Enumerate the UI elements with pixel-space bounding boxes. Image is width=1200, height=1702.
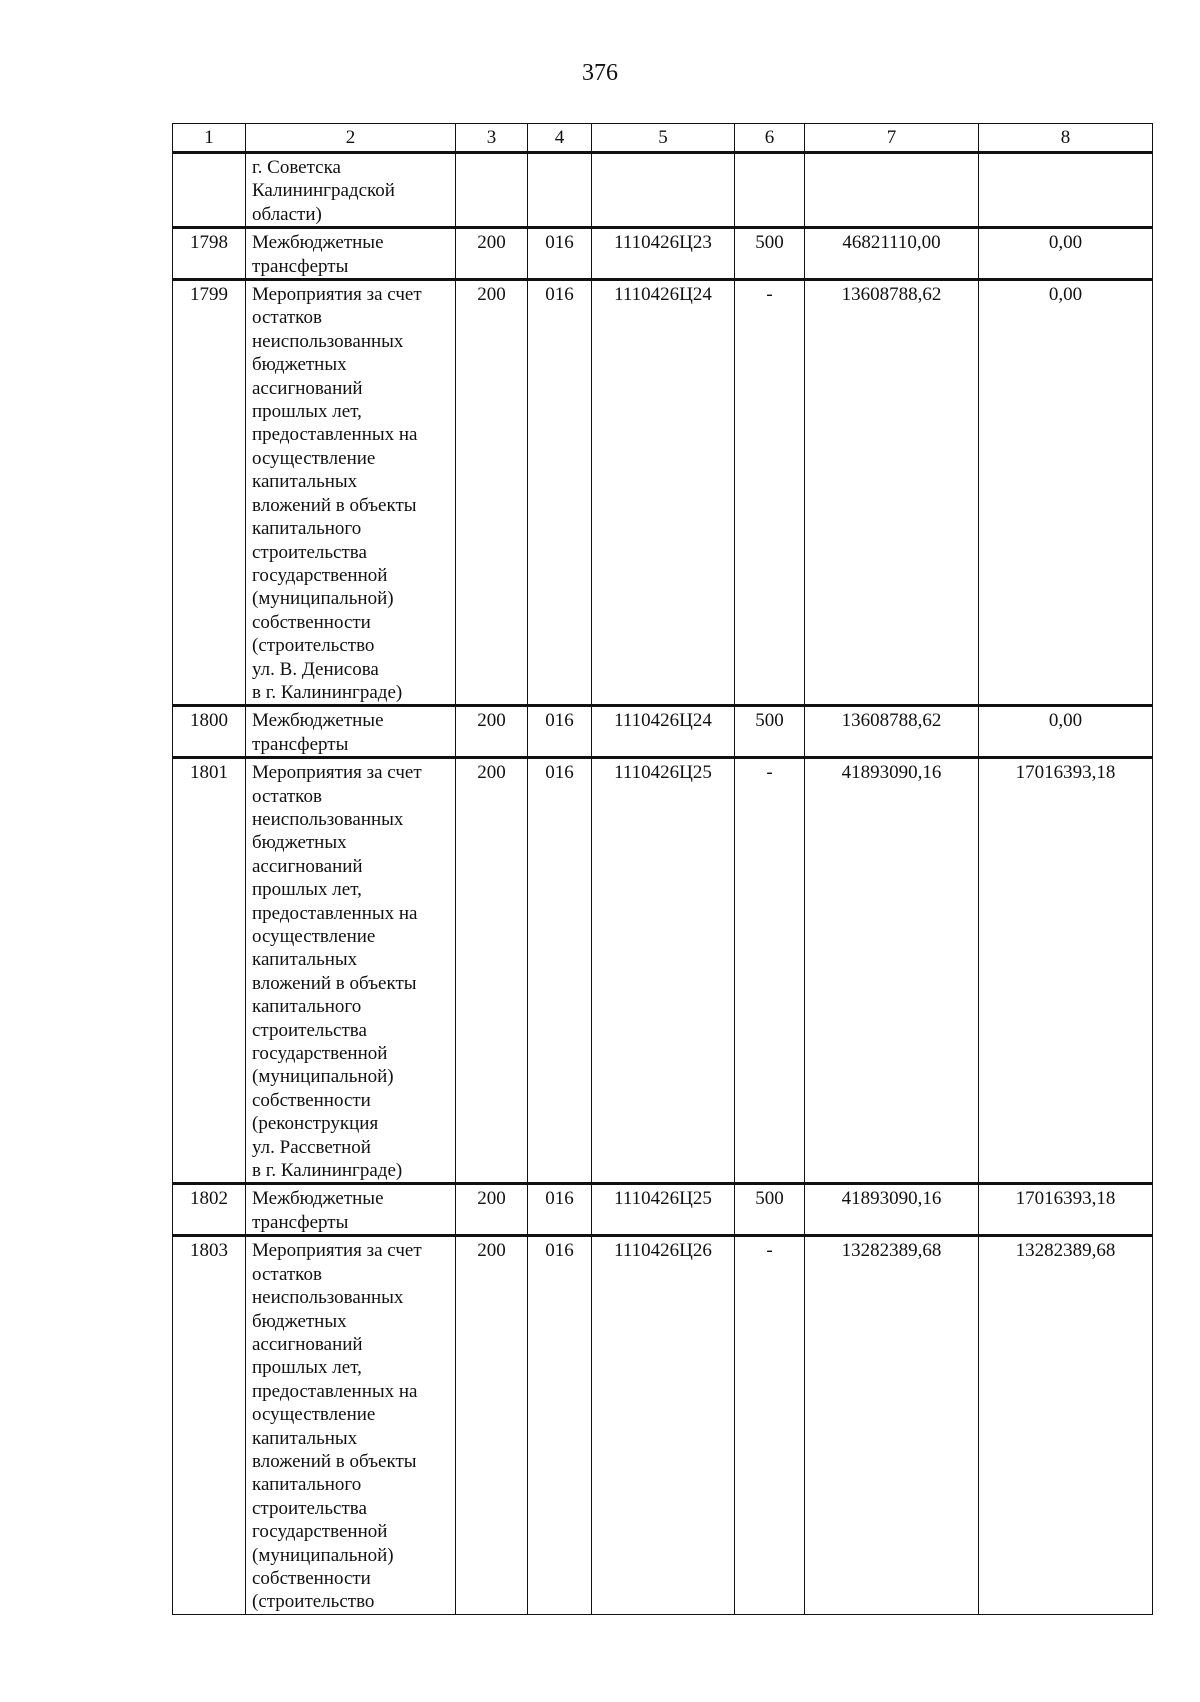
amount-cell [805, 153, 979, 228]
code-cell: 016 [528, 1236, 592, 1615]
amount-cell: 13608788,62 [805, 706, 979, 758]
code-cell [456, 153, 528, 228]
header-cell: 3 [456, 124, 528, 153]
code-cell: - [735, 280, 805, 706]
header-cell: 5 [592, 124, 735, 153]
row-number-cell: 1798 [173, 228, 246, 280]
amount-cell: 13282389,68 [805, 1236, 979, 1615]
code-cell: 500 [735, 706, 805, 758]
code-cell [735, 153, 805, 228]
code-cell: 016 [528, 758, 592, 1184]
header-cell: 2 [246, 124, 456, 153]
code-cell [592, 153, 735, 228]
table-row [173, 280, 1153, 706]
amount-cell: 41893090,16 [805, 758, 979, 1184]
amount-cell: 0,00 [979, 228, 1153, 280]
row-number-cell: 1801 [173, 758, 246, 1184]
amount-cell: 17016393,18 [979, 1184, 1153, 1236]
code-cell: 200 [456, 228, 528, 280]
table-row [173, 706, 1153, 758]
code-cell: 200 [456, 1236, 528, 1615]
code-cell: 1110426Ц26 [592, 1236, 735, 1615]
header-cell: 7 [805, 124, 979, 153]
code-cell: 1110426Ц23 [592, 228, 735, 280]
amount-cell: 41893090,16 [805, 1184, 979, 1236]
description-cell: Мероприятия за счет остатков неиспользованных бюджетных ассигнований прошлых лет, предоставленных на осуществление капитальных вложений в объекты капитального строительства государственной (муниципальной) собственности (реконструкция ул. Рассветной в г. Калининграде) [246, 758, 456, 1184]
budget-table [172, 123, 1153, 1615]
code-cell: 200 [456, 280, 528, 706]
row-number-cell: 1799 [173, 280, 246, 706]
code-cell: 1110426Ц25 [592, 758, 735, 1184]
code-cell: - [735, 1236, 805, 1615]
header-cell: 6 [735, 124, 805, 153]
amount-cell: 17016393,18 [979, 758, 1153, 1184]
code-cell: 1110426Ц25 [592, 1184, 735, 1236]
amount-cell: 13282389,68 [979, 1236, 1153, 1615]
table-row [173, 228, 1153, 280]
amount-cell: 13608788,62 [805, 280, 979, 706]
header-cell: 1 [173, 124, 246, 153]
description-cell: Межбюджетные трансферты [246, 706, 456, 758]
code-cell: 1110426Ц24 [592, 706, 735, 758]
code-cell: 016 [528, 280, 592, 706]
code-cell: 200 [456, 706, 528, 758]
code-cell: 200 [456, 758, 528, 1184]
description-cell: г. Советска Калининградской области) [246, 153, 456, 228]
code-cell [528, 153, 592, 228]
code-cell: 500 [735, 1184, 805, 1236]
description-cell: Межбюджетные трансферты [246, 1184, 456, 1236]
table-row [173, 1236, 1153, 1615]
code-cell: 016 [528, 706, 592, 758]
amount-cell: 46821110,00 [805, 228, 979, 280]
description-cell: Межбюджетные трансферты [246, 228, 456, 280]
description-cell: Мероприятия за счет остатков неиспользованных бюджетных ассигнований прошлых лет, предоставленных на осуществление капитальных вложений в объекты капитального строительства государственной (муниципальной) собственности (строительство ул. В. Денисова в г. Калининграде) [246, 280, 456, 706]
table-row [173, 758, 1153, 1184]
description-cell: Мероприятия за счет остатков неиспользованных бюджетных ассигнований прошлых лет, предоставленных на осуществление капитальных вложений в объекты капитального строительства государственной (муниципальной) собственности (строительство [246, 1236, 456, 1615]
code-cell: - [735, 758, 805, 1184]
row-number-cell: 1802 [173, 1184, 246, 1236]
amount-cell [979, 153, 1153, 228]
amount-cell: 0,00 [979, 706, 1153, 758]
header-cell: 4 [528, 124, 592, 153]
code-cell: 1110426Ц24 [592, 280, 735, 706]
code-cell: 016 [528, 1184, 592, 1236]
code-cell: 500 [735, 228, 805, 280]
header-cell: 8 [979, 124, 1153, 153]
amount-cell: 0,00 [979, 280, 1153, 706]
row-number-cell: 1800 [173, 706, 246, 758]
table-row [173, 1184, 1153, 1236]
header-row [173, 124, 1153, 153]
row-number-cell [173, 153, 246, 228]
code-cell: 200 [456, 1184, 528, 1236]
page-number: 376 [582, 60, 618, 86]
table-row [173, 153, 1153, 228]
row-number-cell: 1803 [173, 1236, 246, 1615]
code-cell: 016 [528, 228, 592, 280]
